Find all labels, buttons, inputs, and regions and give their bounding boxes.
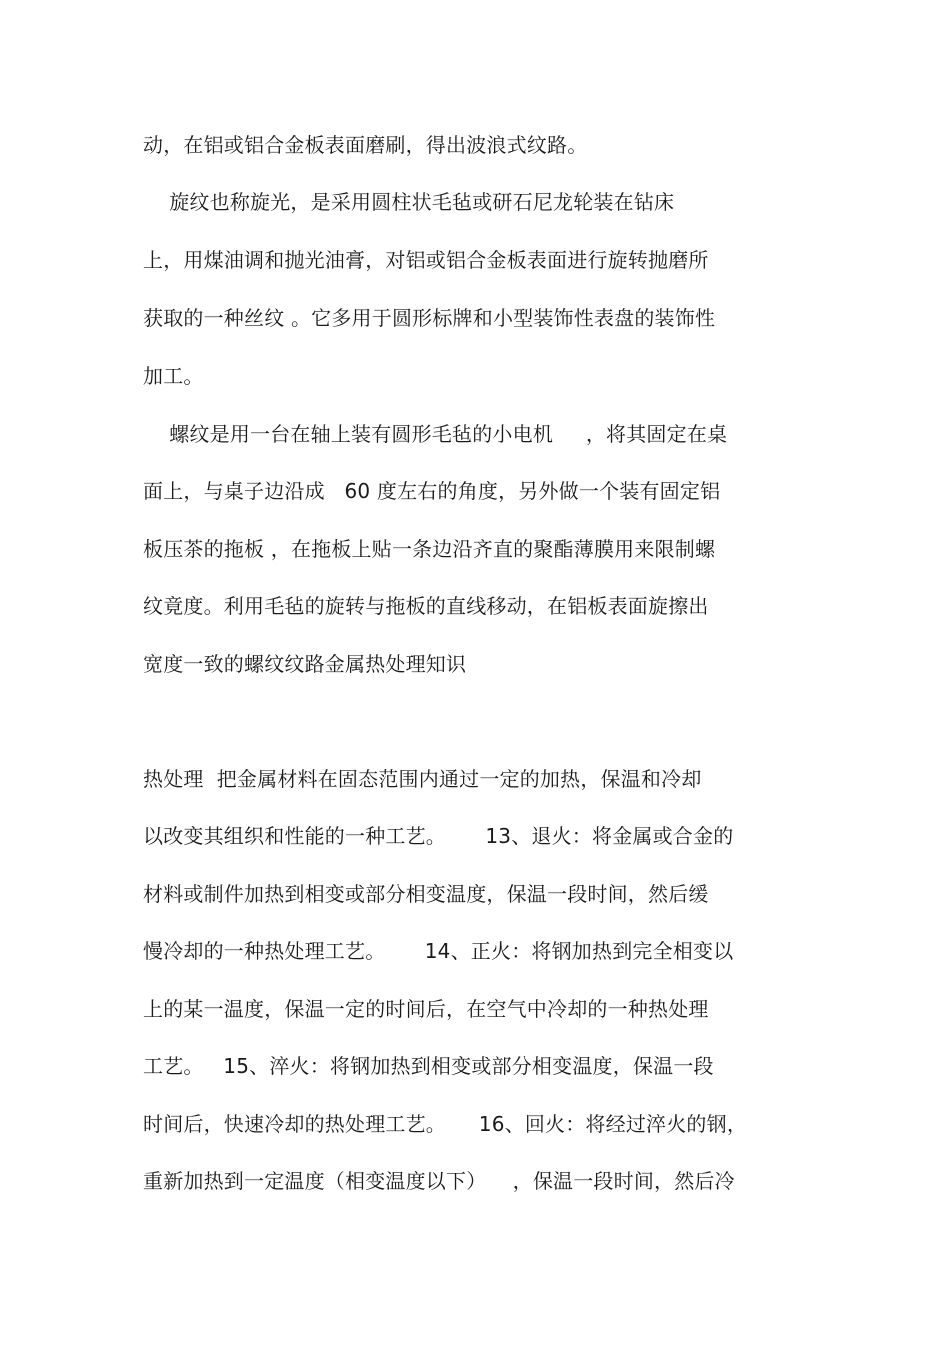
text-line: 慢冷却的一种热处理工艺。 14、正火：将钢加热到完全相变以 <box>143 939 734 963</box>
text-line: 热处理 把金属材料在固态范围内通过一定的加热，保温和冷却 <box>143 767 702 791</box>
text-line: 加工。 <box>143 364 204 388</box>
text-line: 宽度一致的螺纹纹路金属热处理知识 <box>143 652 467 676</box>
text-line: 旋纹也称旋光，是采用圆柱状毛毡或研石尼龙轮装在钻床 <box>143 190 675 214</box>
text-line: 动，在铝或铝合金板表面磨刷，得出波浪式纹路。 <box>143 133 588 157</box>
text-line: 面上，与桌子边沿成 60 度左右的角度，另外做一个装有固定铝 <box>143 479 721 503</box>
text-line: 以改变其组织和性能的一种工艺。 13、退火：将金属或合金的 <box>143 824 734 848</box>
text-line: 纹竟度。利用毛毡的旋转与拖板的直线移动，在铝板表面旋擦出 <box>143 594 709 618</box>
text-line: 上，用煤油调和抛光油膏，对铝或铝合金板表面进行旋转抛磨所 <box>143 248 709 272</box>
text-line: 工艺。 15、淬火：将钢加热到相变或部分相变温度，保温一段 <box>143 1054 714 1078</box>
text-line: 上的某一温度，保温一定的时间后，在空气中冷却的一种热处理 <box>143 997 709 1021</box>
text-line: 重新加热到一定温度（相变温度以下） ，保温一段时间，然后冷 <box>143 1169 735 1193</box>
text-line: 获取的一种丝纹 。它多用于圆形标牌和小型装饰性表盘的装饰性 <box>143 306 716 330</box>
text-line: 板压茶的拖板 ，在拖板上贴一条边沿齐直的聚酯薄膜用来限制螺 <box>143 537 716 561</box>
text-line: 螺纹是用一台在轴上装有圆形毛毡的小电机 ，将其固定在桌 <box>143 422 728 446</box>
text-line: 时间后，快速冷却的热处理工艺。 16、回火：将经过淬火的钢， <box>143 1112 748 1136</box>
text-line: 材料或制件加热到相变或部分相变温度，保温一段时间，然后缓 <box>143 882 709 906</box>
